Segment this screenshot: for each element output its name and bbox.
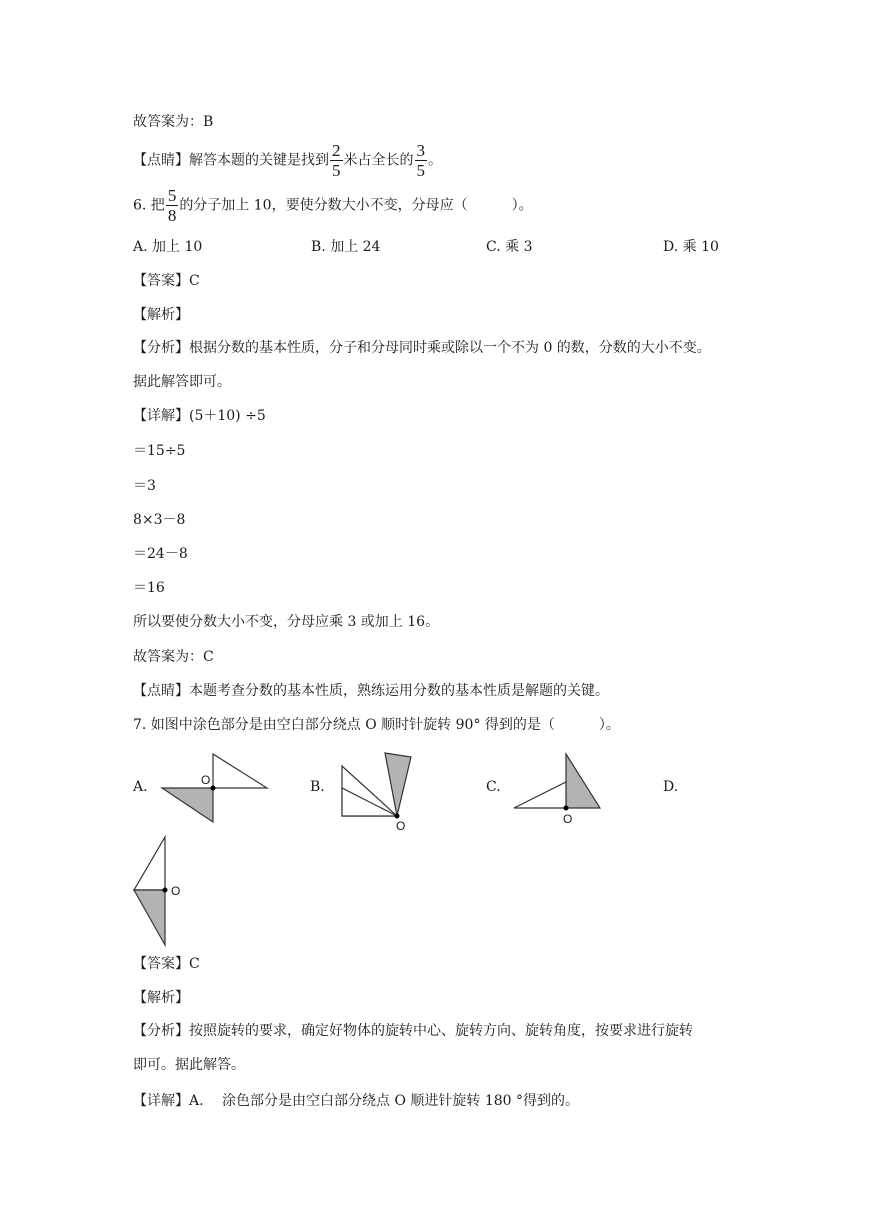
fraction-3-5 xyxy=(415,141,428,180)
figure-option-c xyxy=(508,748,604,826)
q6-option-a: A. 加上 10 xyxy=(133,239,203,255)
point-o-label: O xyxy=(563,812,573,826)
center-point xyxy=(211,786,216,791)
center-point xyxy=(163,888,168,893)
detail-6-line-1: 【详解】(5＋10) ÷5 xyxy=(133,408,266,424)
answer-6: 【答案】C xyxy=(133,273,200,289)
center-point xyxy=(395,814,400,819)
analysis-7-line-2: 即可。据此解答。 xyxy=(133,1057,245,1073)
question-6 xyxy=(133,186,533,225)
line-key-point-5 xyxy=(133,141,442,180)
q6-option-d: D. 乘 10 xyxy=(663,239,719,255)
q6-option-b: B. 加上 24 xyxy=(311,239,381,255)
q7-option-a: A. xyxy=(133,779,148,795)
denominator: 8 xyxy=(167,206,177,225)
text: ）。 xyxy=(511,197,533,214)
detail-6-line-3: ＝3 xyxy=(133,478,156,494)
q7-option-d: D. xyxy=(663,779,679,795)
numerator: 5 xyxy=(167,186,177,205)
analysis-6-heading: 【解析】 xyxy=(133,307,189,323)
q6-option-c: C. 乘 3 xyxy=(486,239,533,255)
text: 。 xyxy=(428,152,442,169)
key-point-6: 【点睛】本题考查分数的基本性质，熟练运用分数的基本性质是解题的关键。 xyxy=(133,683,609,699)
point-o-label: O xyxy=(396,819,406,833)
denominator: 5 xyxy=(332,161,341,180)
text: 【点睛】解答本题的关键是找到 xyxy=(133,152,329,169)
detail-6-line-4: 8×3－8 xyxy=(133,512,186,528)
analysis-7-line-1: 【分析】按照旋转的要求，确定好物体的旋转中心、旋转方向、旋转角度，按要求进行旋转 xyxy=(133,1023,693,1039)
center-point xyxy=(564,806,569,811)
q7-option-b: B. xyxy=(310,779,325,795)
blank-triangle xyxy=(514,782,566,808)
detail-6-line-5: ＝24－8 xyxy=(133,546,188,562)
shaded-triangle xyxy=(566,754,600,808)
blank-triangle xyxy=(134,837,165,890)
q7-option-c: C. xyxy=(486,779,501,795)
detail-7-line-1: 【详解】A. 涂色部分是由空白部分绕点 O 顺进针旋转 180 °得到的。 xyxy=(133,1093,580,1109)
analysis-7-heading: 【解析】 xyxy=(133,990,189,1006)
text: ）。 xyxy=(598,717,620,733)
figure-option-b xyxy=(338,748,414,834)
text: 7. 如图中涂色部分是由空白部分绕点 O 顺时针旋转 90° 得到的是（ xyxy=(133,717,555,733)
fraction-2-5 xyxy=(330,141,343,180)
numerator: 2 xyxy=(332,141,341,160)
shaded-triangle xyxy=(162,788,213,822)
point-o-label: O xyxy=(171,884,181,898)
analysis-6-line-1: 【分析】根据分数的基本性质，分子和分母同时乘或除以一个不为 0 的数，分数的大小不变。 xyxy=(133,340,711,356)
figure-option-a xyxy=(150,750,275,826)
detail-6-line-2: ＝15÷5 xyxy=(133,443,186,459)
text: 6. 把 xyxy=(133,197,165,214)
analysis-6-line-2: 据此解答即可。 xyxy=(133,374,231,390)
figure-option-d xyxy=(130,833,186,949)
question-7 xyxy=(133,715,620,735)
detail-6-line-7: 所以要使分数大小不变，分母应乘 3 或加上 16。 xyxy=(133,614,440,630)
line-answer-b: 故答案为：B xyxy=(133,114,214,130)
text: 米占全长的 xyxy=(343,152,414,169)
numerator: 3 xyxy=(416,141,425,160)
answer-6-conclusion: 故答案为：C xyxy=(133,649,214,665)
point-o-label: O xyxy=(201,773,211,787)
denominator: 5 xyxy=(416,161,425,180)
shaded-triangle xyxy=(134,890,165,945)
detail-6-line-6: ＝16 xyxy=(133,580,165,596)
shaded-triangle xyxy=(385,753,411,816)
fraction-5-8 xyxy=(166,186,179,225)
blank-triangle xyxy=(213,754,267,788)
text: 的分子加上 10，要使分数大小不变，分母应（ xyxy=(179,197,468,214)
answer-7: 【答案】C xyxy=(133,956,200,972)
